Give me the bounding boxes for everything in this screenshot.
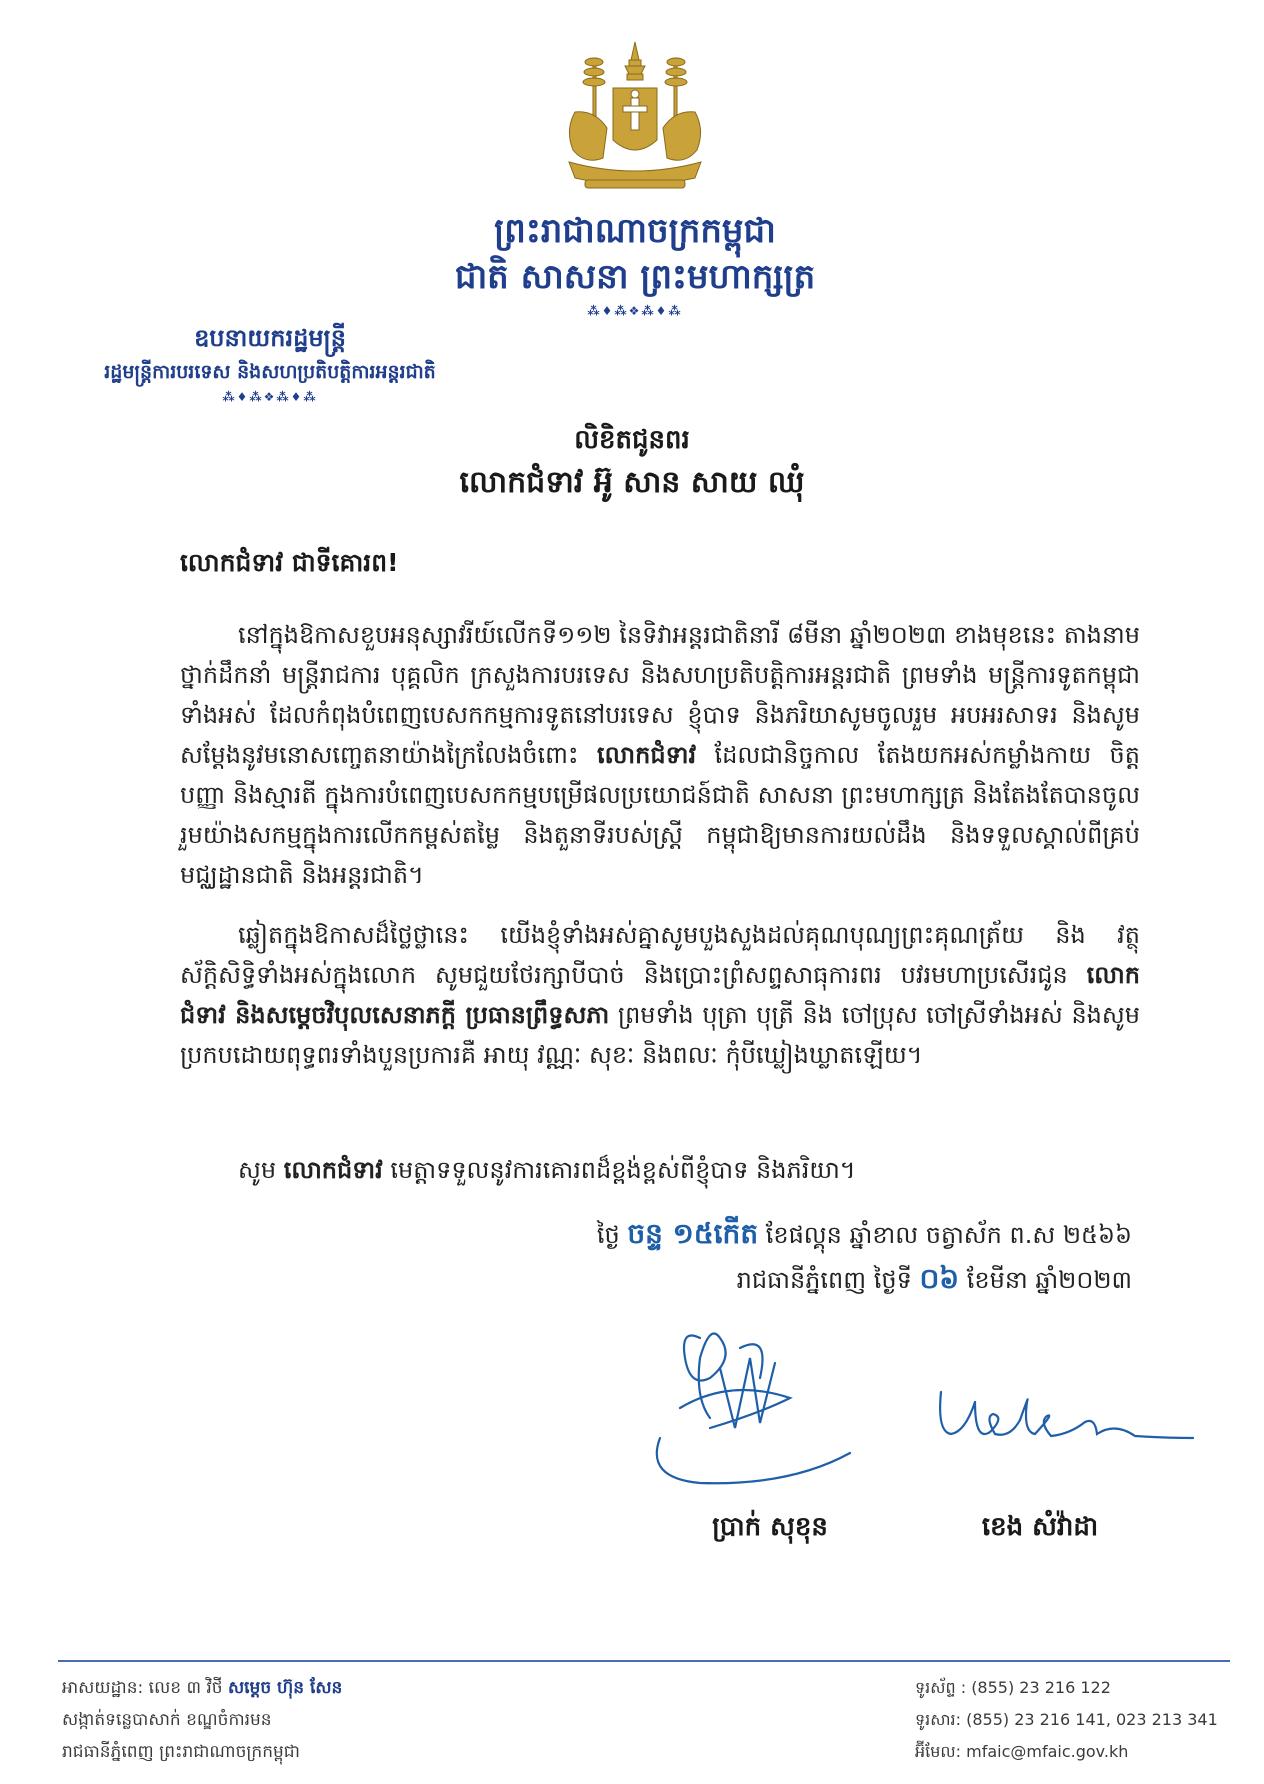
closing-line: សូម លោកជំទាវ មេត្តាទទួលនូវការគោរពដ៏ខ្ពង់ខ្ពស់ពីខ្ញុំបាទ និងភរិយា។	[238, 1156, 856, 1184]
lunar-day-handwritten: ចន្ទ ១៥កើត	[627, 1217, 759, 1250]
address-line-3: រាជធានីភ្នំពេញ ព្រះរាជាណាចក្រកម្ពុជា	[62, 1742, 300, 1762]
email-link[interactable]: អ៊ីមែល: mfaic@mfaic.gov.kh	[915, 1742, 1129, 1761]
national-motto: ជាតិ សាសនា ព្រះមហាក្សត្រ	[454, 257, 816, 297]
address-line-1: អាសយដ្ឋាន: លេខ ៣ វិថី សម្តេច ហ៊ុន សែន	[62, 1678, 343, 1698]
sender-title: ឧបនាយករដ្ឋមន្ត្រី	[194, 324, 346, 352]
footer-divider	[58, 1660, 1230, 1662]
recipient-name: លោកជំទាវ អ៊ូ សាន សាយ ឈុំ	[459, 465, 805, 500]
footer-contacts	[915, 1672, 1218, 1768]
footer-address	[62, 1672, 342, 1768]
ornament-divider: ⁂♦⁂❖⁂♦⁂	[222, 390, 318, 404]
kingdom-name: ព្រះរាជាណាចក្រកម្ពុជា	[494, 211, 776, 251]
letter-title	[300, 420, 964, 506]
solar-day-handwritten: ០៦	[919, 1262, 960, 1295]
letter-date	[520, 1212, 1132, 1302]
body-paragraph-2: ឆ្លៀតក្នុងឱកាសដ៏ថ្លៃថ្លានេះ យើងខ្ញុំទាំងអស់គ្នាសូមបួងសួងដល់គុណបុណ្យព្រះគុណត្រ័យ និង វត្ថុស័ក្តិសិទ្ធិទាំងអស់ក្នុងលោក សូមជួយថែរក្សាបីបាច់ និងប្រោះព្រំសព្ទសាធុការពរ បវរមហាប្រសើរជូន លោកជំទាវ និងសម្តេចវិបុលសេនាភក្តី ប្រធានព្រឹទ្ធសភា ព្រមទាំង បុត្រា បុត្រី និង ចៅប្រុស ចៅស្រីទាំងអស់ និងសូមប្រកបដោយពុទ្ធពរទាំងបួនប្រការគឺ អាយុ វណ្ណៈ សុខៈ និងពលៈ កុំបីឃ្លៀងឃ្លាតឡើយ។	[180, 921, 1140, 1069]
phone-number: ទូរស័ព្ទ : (855) 23 216 122	[915, 1678, 1111, 1697]
address-line-2: សង្កាត់ទន្លេបាសាក់ ខណ្ឌចំការមន	[62, 1710, 272, 1730]
signatory-2-name: ខេង សំវ៉ាដា	[981, 1512, 1099, 1542]
royal-coat-of-arms-emblem	[555, 40, 715, 205]
ministry-heading	[50, 320, 490, 404]
letter-type: លិខិតជូនពរ	[574, 425, 690, 455]
ornament-divider: ⁂♦⁂❖⁂♦⁂	[587, 304, 683, 318]
solar-date: រាជធានីភ្នំពេញ ថ្ងៃទី ០៦ ខែមីនា ឆ្នាំ២០២៣	[736, 1262, 1132, 1295]
signature-2-image	[935, 1372, 1195, 1482]
letter-body	[180, 615, 1140, 1095]
salutation: លោកជំទាវ ជាទីគោរព!	[180, 548, 399, 577]
signature-1-image	[640, 1318, 860, 1498]
signatory-1-name: ប្រាក់ សុខុន	[712, 1512, 828, 1542]
fax-number: ទូរសារ: (855) 23 216 141, 023 213 341	[915, 1710, 1218, 1729]
lunar-date: ថ្ងៃ ចន្ទ ១៥កើត ខែផល្គុន ឆ្នាំខាល ចត្វាស័ក ព.ស ២៥៦៦	[596, 1217, 1132, 1250]
kingdom-heading	[380, 208, 890, 318]
ministry-name: រដ្ឋមន្ត្រីការបរទេស និងសហប្រតិបត្តិការអន្តរជាតិ	[104, 361, 436, 383]
body-paragraph-1: នៅក្នុងឱកាសខួបអនុស្សាវរីយ៍លើកទី១១២ នៃទិវាអន្តរជាតិនារី ៨មីនា ឆ្នាំ២០២៣ ខាងមុខនេះ តាងនាមថ្នាក់ដឹកនាំ មន្ត្រីរាជការ បុគ្គលិក ក្រសួងការបរទេស និងសហប្រតិបត្តិការអន្តរជាតិ ព្រមទាំង មន្ត្រីការទូតកម្ពុជាទាំងអស់ ដែលកំពុងបំពេញបេសកកម្មការទូតនៅបរទេស ខ្ញុំបាទ និងភរិយាសូមចូលរួម អបអរសាទរ និងសូមសម្តែងនូវមនោសញ្ចេតនាយ៉ាងក្រៃលែងចំពោះ លោកជំទាវ ដែលជានិច្ចកាល តែងយកអស់កម្លាំងកាយ ចិត្ត បញ្ញា និងស្មារតី ក្នុងការបំពេញបេសកកម្មបម្រើផលប្រយោជន៍ជាតិ សាសនា ព្រះមហាក្សត្រ និងតែងតែបានចូលរួមយ៉ាងសកម្មក្នុងការលើកកម្ពស់តម្លៃ និងតួនាទីរបស់ស្ត្រី កម្ពុជាឱ្យមានការយល់ដឹង និងទទួលស្គាល់ពីគ្រប់មជ្ឈដ្ឋានជាតិ និងអន្តរជាតិ។	[180, 621, 1140, 889]
